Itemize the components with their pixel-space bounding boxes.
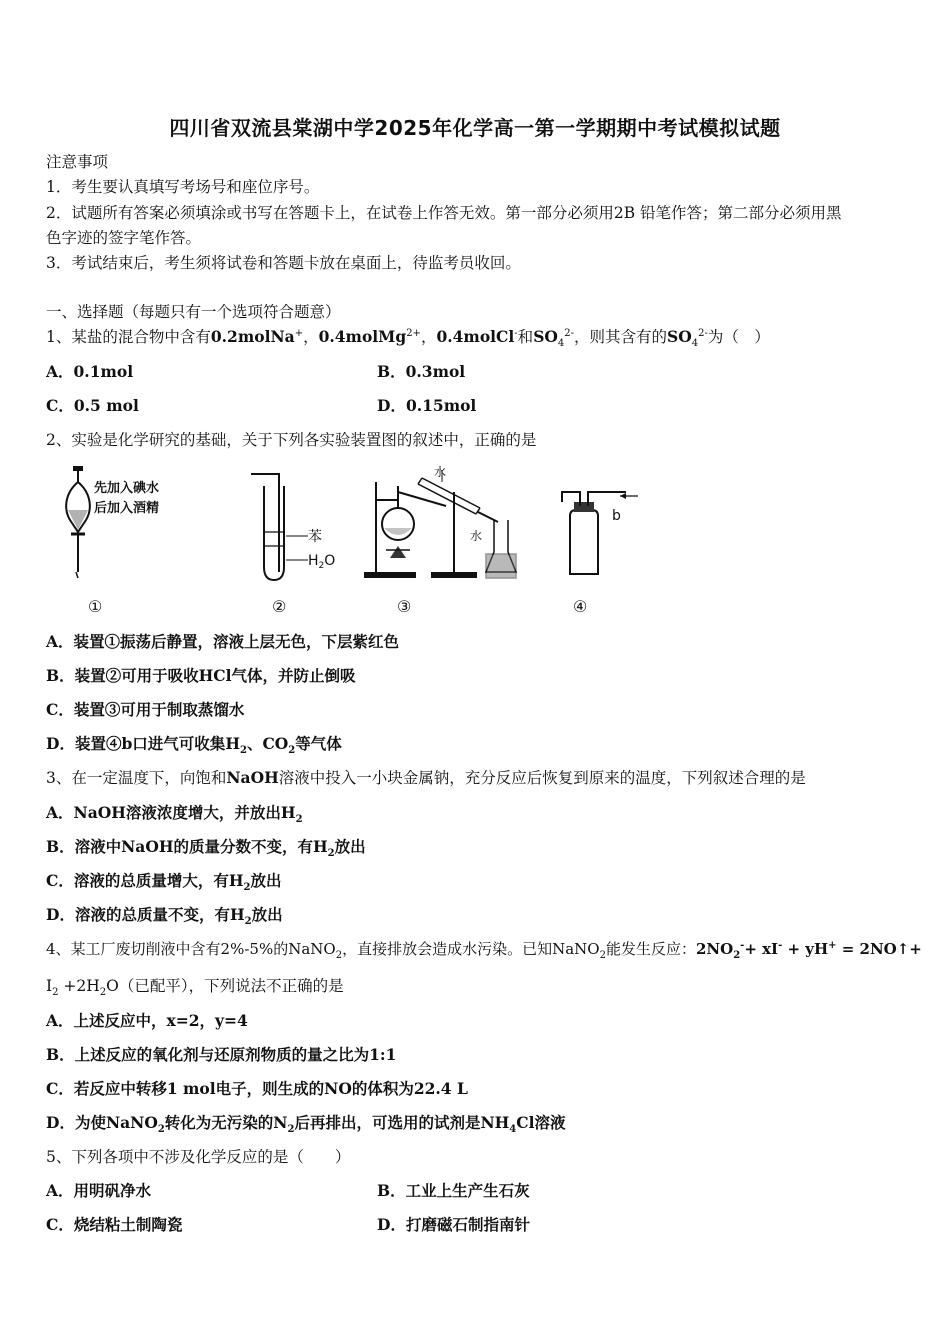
water-inlet-label: 水 — [434, 465, 447, 479]
q3-stem: 3、在一定温度下，向饱和NaOH溶液中投入一小块金属钠，充分反应后恢复到原来的温度，下列叙述合理的是 — [46, 768, 806, 787]
q4-stem: 4、某工厂废切削液中含有2%-5%的NaNO$_2$，直接排放会造成水污染。已知NaNO$_2$能发生反应：$2NO_2^-+ xI^- + yH^+$ = 2NO↑+ — [46, 940, 922, 961]
q3-option-d: D．溶液的总质量不变，有$H_2$放出 — [46, 905, 283, 928]
q4-option-c: C．若反应中转移1 mol电子，则生成的NO的体积为22.4 L — [46, 1079, 468, 1098]
q3-option-a: A．NaOH溶液浓度增大，并放出$H_2$ — [46, 803, 303, 826]
gas-inlet-b-label: b — [612, 508, 621, 524]
q5-option-d: D．打磨磁石制指南针 — [377, 1215, 530, 1234]
funnel-note-2: 后加入酒精 — [94, 501, 160, 516]
q4-option-b: B．上述反应的氧化剂与还原剂物质的量之比为1:1 — [46, 1045, 397, 1064]
q5-option-a: A．用明矾净水 — [46, 1181, 152, 1200]
separating-funnel-diagram — [66, 466, 159, 578]
q1-stem: 1、某盐的混合物中含有0.2molNa+，0.4molMg$^{2+}$，0.4molCl-和$SO_4^{2-}$，则其含有的$SO_4^{2-}$为（ ） — [46, 327, 770, 350]
section-heading: 一、选择题（每题只有一个选项符合题意） — [46, 303, 341, 321]
q1-option-a: A．0.1mol — [46, 362, 134, 381]
q4-stem-cont: $I_2 +2H_2O$（已配平），下列说法不正确的是 — [46, 977, 344, 999]
q2-option-b: B．装置②可用于吸收HCl气体，并防止倒吸 — [46, 666, 356, 685]
page-title: 四川省双流县棠湖中学2025年化学高一第一学期期中考试模拟试题 — [169, 116, 781, 140]
test-tube-diagram — [251, 474, 335, 580]
figure-label-4: ④ — [573, 597, 588, 616]
benzene-label: 苯 — [308, 529, 322, 545]
funnel-note-1: 先加入碘水 — [94, 481, 160, 496]
q2-option-c: C．装置③可用于制取蒸馏水 — [46, 700, 245, 719]
notice-item-1: 1．考生要认真填写考场号和座位序号。 — [46, 178, 320, 196]
notice-heading: 注意事项 — [46, 153, 109, 171]
q1-option-b: B．0.3mol — [377, 362, 466, 381]
q5-stem: 5、下列各项中不涉及化学反应的是（ ） — [46, 1148, 351, 1166]
q3-option-b: B．溶液中NaOH的质量分数不变，有$H_2$放出 — [46, 837, 366, 860]
q5-option-b: B．工业上生产生石灰 — [377, 1181, 530, 1200]
notice-item-2: 2．试题所有答案必须填涂或书写在答题卡上，在试卷上作答无效。第一部分必须用2B 铅笔作答；第二部分必须用黑 — [46, 204, 842, 222]
q5-option-c: C．烧结粘土制陶瓷 — [46, 1215, 183, 1234]
water-layer-label: $H_2O$ — [308, 553, 336, 571]
q4-option-a: A．上述反应中，x=2，y=4 — [46, 1011, 248, 1030]
notice-item-2-cont: 色字迹的签字笔作答。 — [46, 229, 202, 247]
distillation-diagram — [364, 464, 516, 578]
q4-option-d: D．为使NaNO$_2$转化为无污染的$N_2$后再排出，可选用的试剂是$NH_4Cl$溶液 — [46, 1113, 566, 1136]
water-outlet-label: 水 — [470, 529, 483, 543]
figure-label-2: ② — [272, 597, 287, 616]
figure-label-1: ① — [88, 597, 103, 616]
q2-option-a: A．装置①振荡后静置，溶液上层无色，下层紫红色 — [46, 632, 400, 651]
q2-stem: 2、实验是化学研究的基础，关于下列各实验装置图的叙述中，正确的是 — [46, 431, 537, 449]
gas-bottle-diagram — [562, 492, 638, 574]
q1-option-d: D．0.15mol — [377, 396, 477, 415]
notice-item-3: 3．考试结束后，考生须将试卷和答题卡放在桌面上，待监考员收回。 — [46, 254, 521, 272]
lab-apparatus-figure — [46, 462, 666, 592]
q2-option-d: D．装置④b口进气可收集$H_2$、$CO_2$等气体 — [46, 734, 342, 757]
figure-label-3: ③ — [397, 597, 412, 616]
q1-option-c: C．0.5 mol — [46, 396, 139, 415]
q3-option-c: C．溶液的总质量增大，有$H_2$放出 — [46, 871, 282, 894]
